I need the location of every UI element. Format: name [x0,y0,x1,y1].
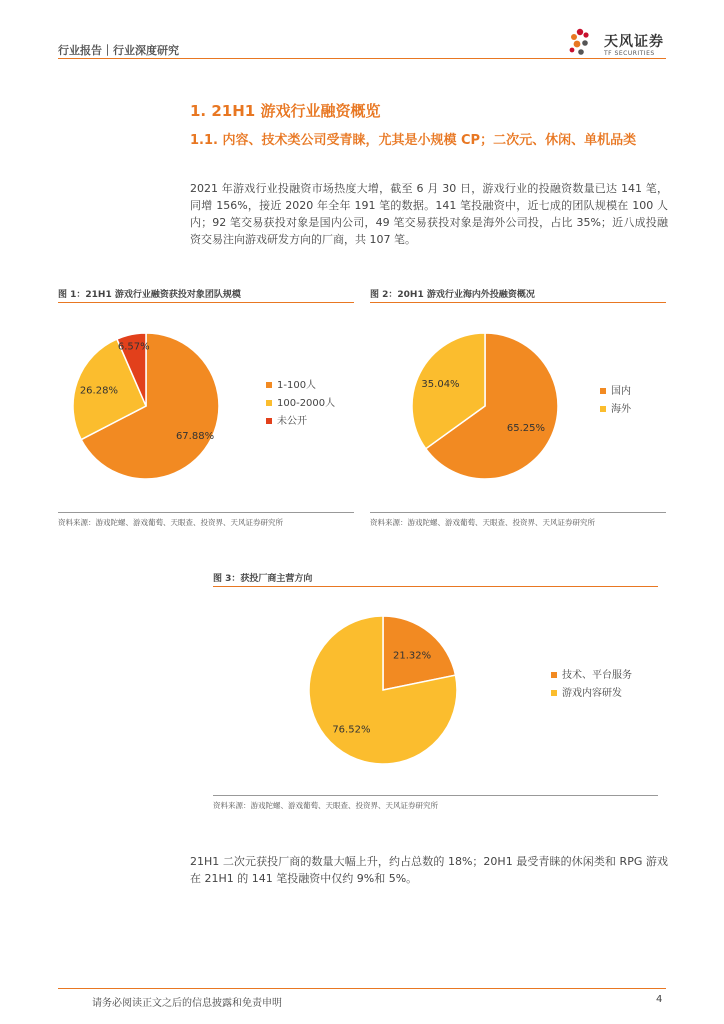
pie-slice-label-3: 6.57% [117,341,150,353]
figure-1-top-rule [58,302,354,303]
legend-swatch-2 [600,406,606,412]
legend-label-1: 国内 [611,386,631,397]
figure-3-source: 资料来源：游戏陀螺、游戏葡萄、天眼查、投资界、天风证券研究所 [213,801,438,810]
legend-swatch-2 [266,400,272,406]
figure-1-title: 图 1：21H1 游戏行业融资获投对象团队规模 [58,290,241,300]
disclaimer-text: 请务必阅读正文之后的信息披露和免责申明 [92,998,282,1009]
legend-swatch-1 [266,382,272,388]
pie-slice-label-1: 65.25% [506,422,546,434]
legend-swatch-1 [600,388,606,394]
pie-slice-label-2: 76.52% [332,724,371,736]
brand-name-en: TF SECURITIES [604,50,655,57]
legend-label-2: 游戏内容研发 [562,688,622,699]
legend-label-2: 100-2000人 [277,398,336,409]
legend-label-3: 未公开 [277,416,307,427]
figure-2-top-rule [370,302,666,303]
legend-swatch-2 [551,690,557,696]
legend-swatch-3 [266,418,272,424]
figure-2-source: 资料来源：游戏陀螺、游戏葡萄、天眼查、投资界、天风证券研究所 [370,518,595,527]
figure-3-top-rule [213,586,658,587]
legend-label-1: 技术、平台服务 [562,670,632,681]
figure-3-pie-chart [213,594,658,794]
brand-name: 天风证券 [604,34,664,50]
intro-paragraph: 2021 年游戏行业投融资市场热度大增，截至 6 月 30 日，游戏行业的投融资数量已达 141 笔，同增 156%，接近 2020 年全年 191 笔的数据。141 笔投融资中，近七成的团队规模在 100 人内；92 笔交易获投对象是国内公司，49 笔交易获投对象是海外公司投，占比 35%；近八成投融资交易注向游戏研发方向的厂商，共 107 笔。 [190,182,668,246]
legend-label-2: 海外 [611,404,631,415]
brand-logo-icon [566,24,602,60]
page-number: 4 [656,994,663,1005]
subsection-heading: 1.1. 内容、技术类公司受青睐，尤其是小规模 CP；二次元、休闲、单机品类 [190,133,637,148]
legend-label-1: 1-100人 [277,380,317,391]
figure-2-pie-chart [370,310,666,510]
figure-1-pie-chart [58,310,354,510]
report-category: 行业报告｜行业深度研究 [58,44,179,57]
figure-1-bottom-rule [58,512,354,513]
legend-swatch-1 [551,672,557,678]
pie-slice-label-2: 26.28% [79,385,118,397]
pie-slice-label-1: 21.32% [393,650,432,662]
figure-2-title: 图 2：20H1 游戏行业海内外投融资概况 [370,290,535,300]
figure-2-bottom-rule [370,512,666,513]
pie-slice-label-1: 67.88% [175,430,215,442]
section-heading: 1. 21H1 游戏行业融资概览 [190,102,381,120]
figure-3-title: 图 3：获投厂商主营方向 [213,574,313,584]
closing-paragraph: 21H1 二次元获投厂商的数量大幅上升，约占总数的 18%；20H1 最受青睐的休闲类和 RPG 游戏在 21H1 的 141 笔投融资中仅约 9%和 5%。 [190,855,668,885]
footer-divider [58,988,666,989]
figure-1-source: 资料来源：游戏陀螺、游戏葡萄、天眼查、投资界、天风证券研究所 [58,518,283,527]
figure-3-bottom-rule [213,795,658,796]
pie-slice-label-2: 35.04% [421,379,460,391]
